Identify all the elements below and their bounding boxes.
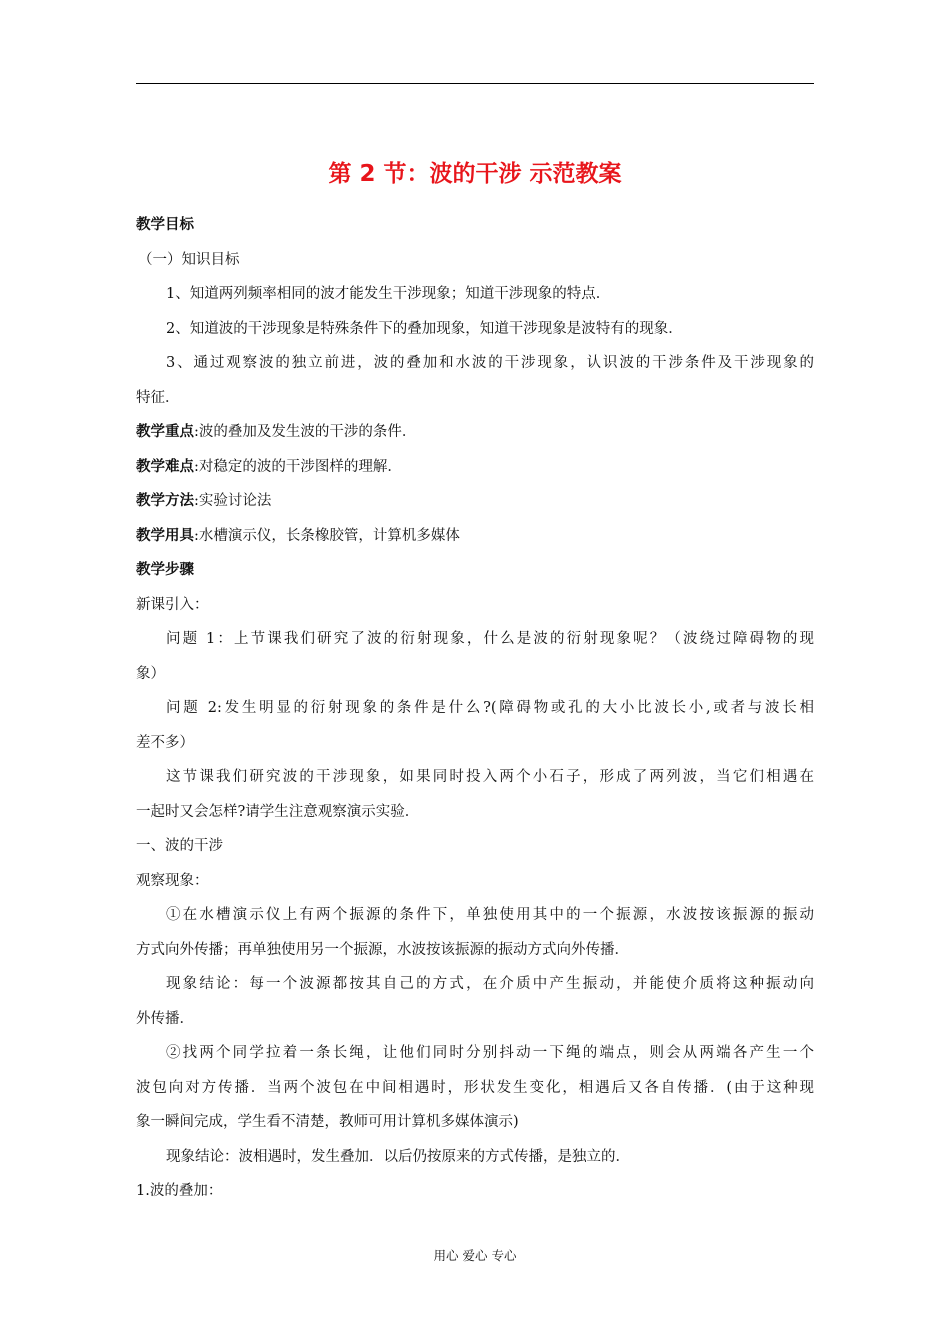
- intro-label: 新课引入：: [136, 596, 209, 613]
- observation-2-line-3: 象一瞬间完成，学生看不清楚，教师可用计算机多媒体演示): [136, 1114, 519, 1130]
- question-2-line-1: 问题 2:发生明显的衍射现象的条件是什么?(障碍物或孔的大小比波长小,或者与波长相: [166, 700, 814, 716]
- difficulty-label: 教学难点: [136, 458, 194, 475]
- subsection-wave-superposition: 1.波的叠加：: [136, 1183, 223, 1199]
- key-point-row: [136, 415, 814, 450]
- tools-label: 教学用具: [136, 527, 194, 544]
- lesson-intro-line-1: 这节课我们研究波的干涉现象，如果同时投入两个小石子，形成了两列波，当它们相遇在: [166, 769, 814, 785]
- observation-2-line-1: ②找两个同学拉着一条长绳，让他们同时分别抖动一下绳的端点，则会从两端各产生一个: [166, 1045, 814, 1061]
- conclusion-1-line-2: 外传播．: [136, 1010, 194, 1027]
- heading-teaching-steps: 教学步骤: [136, 562, 194, 578]
- section-heading-interference: 一、波的干涉: [136, 838, 223, 854]
- question-1-line-2: 象）: [136, 665, 165, 682]
- conclusion-1-line-1: 现象结论：每一个波源都按其自己的方式，在介质中产生振动，并能使介质将这种振动向: [166, 976, 814, 992]
- header-rule: [136, 83, 814, 84]
- key-point-label: 教学重点: [136, 424, 194, 440]
- conclusion-2: 现象结论：波相遇时，发生叠加．以后仍按原来的方式传播，是独立的．: [166, 1148, 630, 1165]
- subheading-knowledge-goals: （一）知识目标: [138, 251, 240, 268]
- page-footer: 用心 爱心 专心: [433, 1248, 517, 1263]
- tools-text: :水槽演示仪，长条橡胶管，计算机多媒体: [194, 527, 460, 544]
- question-2-line-2: 差不多）: [136, 734, 194, 751]
- goal-item-1: 1、知道两列频率相同的波才能发生干涉现象；知道干涉现象的特点．: [166, 286, 611, 302]
- question-1-line-1: 问题 1：上节课我们研究了波的衍射现象，什么是波的衍射现象呢？（波绕过障碍物的现: [166, 631, 814, 647]
- difficulty-row: [136, 450, 814, 485]
- method-label: 教学方法: [136, 493, 194, 509]
- document-body: [136, 208, 814, 1209]
- heading-teaching-goals: 教学目标: [136, 217, 194, 233]
- tools-row: [136, 519, 814, 554]
- goal-item-3-line-2: 特征．: [136, 389, 180, 406]
- observation-1-line-2: 方式向外传播；再单独使用另一个振源，水波按该振源的振动方式向外传播．: [136, 941, 629, 958]
- document-title: 第 2 节：波的干涉 示范教案: [328, 161, 622, 187]
- difficulty-text: :对稳定的波的干涉图样的理解．: [194, 458, 402, 475]
- observation-1-line-1: ①在水槽演示仪上有两个振源的条件下，单独使用其中的一个振源，水波按该振源的振动: [166, 907, 814, 923]
- observe-label: 观察现象：: [136, 872, 209, 889]
- key-point-text: :波的叠加及发生波的干涉的条件．: [194, 424, 417, 440]
- lesson-intro-line-2: 一起时又会怎样?请学生注意观察演示实验．: [136, 803, 420, 820]
- observation-2-line-2: 波包向对方传播．当两个波包在中间相遇时，形状发生变化，相遇后又各自传播．(由于这种现: [136, 1079, 814, 1096]
- goal-item-2: 2、知道波的干涉现象是特殊条件下的叠加现象，知道干涉现象是波特有的现象．: [166, 320, 683, 337]
- method-row: [136, 484, 814, 519]
- goal-item-3-line-1: 3、通过观察波的独立前进，波的叠加和水波的干涉现象，认识波的干涉条件及干涉现象的: [166, 355, 814, 371]
- method-text: :实验讨论法: [194, 493, 272, 509]
